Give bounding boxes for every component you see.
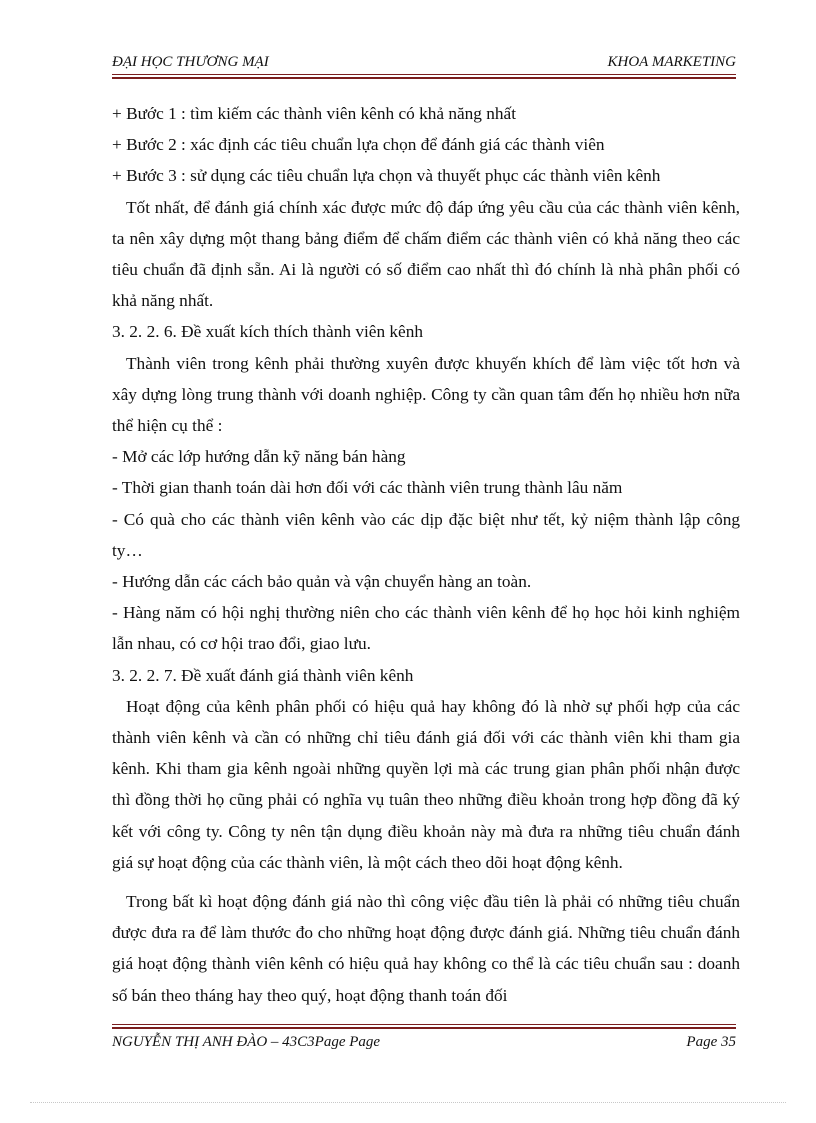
step-1: + Bước 1 : tìm kiếm các thành viên kênh có khả năng nhất [112, 104, 517, 123]
step-2: + Bước 2 : xác định các tiêu chuẩn lựa chọn để đánh giá các thành viên [112, 135, 605, 155]
bullet-storage-guidance: - Hướng dẫn các cách bảo quản và vận chuyển hàng an toàn. [112, 572, 532, 592]
step-3: + Bước 3 : sử dụng các tiêu chuẩn lựa chọn và thuyết phục các thành viên kênh [112, 166, 661, 186]
footer-author: NGUYỄN THỊ ANH ĐÀO – 43C3Page Page [112, 1034, 381, 1050]
header-faculty: KHOA MARKETING [607, 54, 736, 70]
page-footer [112, 1034, 736, 1058]
page-header [112, 50, 736, 76]
page-bottom-divider [30, 1102, 786, 1103]
section-heading-3-2-2-7: 3. 2. 2. 7. Đề xuất đánh giá thành viên kênh [112, 665, 414, 685]
paragraph-evaluation: Hoạt động của kênh phân phối có hiệu quả hay không đó là nhờ sự phối hợp của các thành viên kênh và cần có những chỉ tiêu đánh giá đối với các thành viên khi tham gia kênh. Khi tham gia kênh ngoài những quyền lợi mà các trung gian phân phối nhận được thì đồng thời họ cũng phải có nghĩa vụ tuân theo những điều khoản trong hợp đồng đã ký kết với công ty. Công ty nên tận dụng điều khoản này mà đưa ra những tiêu chuẩn đánh giá sự hoạt động của các thành viên, là một cách theo dõi hoạt động kênh. [112, 696, 740, 872]
paragraph-criteria: Trong bất kì hoạt động đánh giá nào thì công việc đầu tiên là phải có những tiêu chuẩn được đưa ra để làm thước đo cho những hoạt động được đánh giá. Những tiêu chuẩn đánh giá hoạt động thành viên kênh có hiệu quả hay không co thể là các tiêu chuẩn sau : doanh số bán theo tháng hay theo quý, hoạt động thanh toán đối [112, 892, 740, 1005]
document-body [112, 98, 740, 1011]
header-university: ĐẠI HỌC THƯƠNG MẠI [112, 54, 269, 70]
paragraph-motivation: Thành viên trong kênh phải thường xuyên được khuyến khích để làm việc tốt hơn và xây dựng lòng trung thành với doanh nghiệp. Công ty cần quan tâm đến họ nhiều hơn nữa thể hiện cụ thể : [112, 353, 740, 436]
section-heading-3-2-2-6: 3. 2. 2. 6. Đề xuất kích thích thành viên kênh [112, 322, 423, 342]
header-rule [112, 74, 736, 79]
bullet-annual-conference: - Hàng năm có hội nghị thường niên cho các thành viên kênh để họ học hỏi kinh nghiệm lẫn nhau, có cơ hội trao đổi, giao lưu. [112, 603, 740, 654]
bullet-payment-term: - Thời gian thanh toán dài hơn đối với các thành viên trung thành lâu năm [112, 478, 623, 498]
footer-rule [112, 1024, 736, 1029]
paragraph-scoring: Tốt nhất, để đánh giá chính xác được mức độ đáp ứng yêu cầu của các thành viên kênh, ta nên xây dựng một thang bảng điểm để chấm điểm các thành viên có khả năng theo các tiêu chuẩn đã định sẵn. Ai là người có số điểm cao nhất thì đó chính là nhà phân phối có khả năng nhất. [112, 197, 740, 311]
bullet-gifts: - Có quà cho các thành viên kênh vào các dịp đặc biệt như tết, kỷ niệm thành lập công ty… [112, 509, 740, 560]
page-number: Page 35 [686, 1034, 736, 1050]
bullet-training: - Mở các lớp hướng dẫn kỹ năng bán hàng [112, 447, 406, 467]
